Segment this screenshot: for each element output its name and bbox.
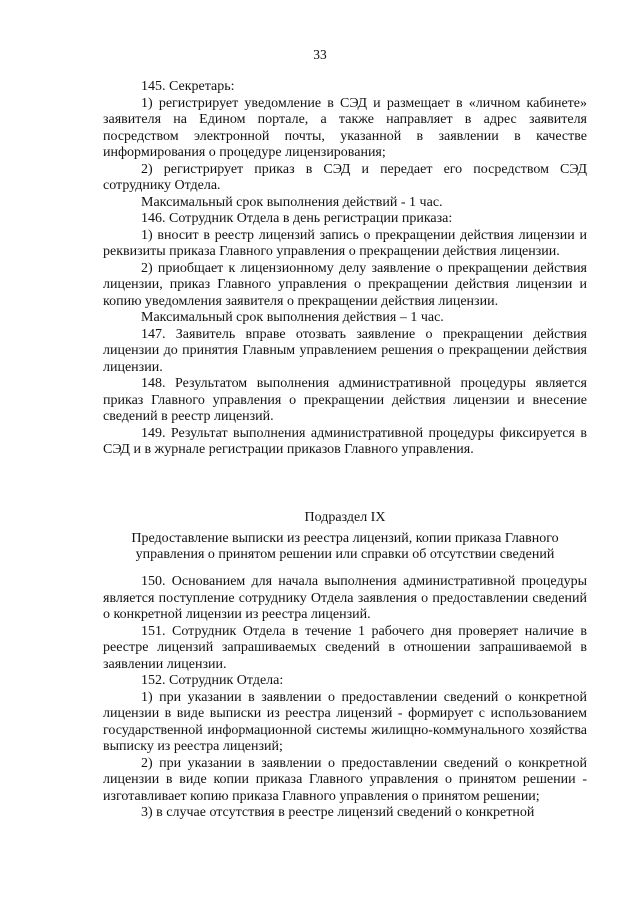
paragraph-149: 149. Результат выполнения административной процедуры фиксируется в СЭД и в журнале регистрации приказов Главного управления. xyxy=(103,425,587,457)
paragraph-145-deadline: Максимальный срок выполнения действий - 1 час. xyxy=(141,194,443,210)
paragraph-151: 151. Сотрудник Отдела в течение 1 рабочего дня проверяет наличие в реестре лицензий запрашиваемых сведений в отношении запрашиваемой в заявлении лицензии. xyxy=(103,623,587,672)
subsection-heading xyxy=(103,510,587,564)
paragraph-146: 146. Сотрудник Отдела в день регистрации приказа: xyxy=(141,211,453,226)
bottom-section xyxy=(103,574,587,822)
paragraph-146-item-2: 2) приобщает к лицензионному делу заявление о прекращении действия лицензии, приказ Главного управления о прекращении действия лицензии и копию уведомления заявителя о прекращении действия лицензии. xyxy=(103,260,587,309)
paragraph-146-deadline: Максимальный срок выполнения действия – 1 час. xyxy=(141,310,444,325)
paragraph-145-item-1: 1) регистрирует уведомление в СЭД и размещает в «личном кабинете» заявителя на Едином портале, а также направляет в адрес заявителя посредством электронной почты, указанной в заявлении в качестве информирования о процедуре лицензирования; xyxy=(103,95,587,160)
page-number: 33 xyxy=(313,47,327,62)
paragraph-152: 152. Сотрудник Отдела: xyxy=(141,673,284,688)
paragraph-152-item-1: 1) при указании в заявлении о предоставлении сведений о конкретной лицензии в виде выписки из реестра лицензий - формирует с использованием государственной информационной системы жилищно-коммунального хозяйства выписку из реестра лицензий; xyxy=(103,689,587,754)
paragraph-147: 147. Заявитель вправе отозвать заявление о прекращении действия лицензии до принятия Главным управлением решения о прекращении действия лицензии. xyxy=(103,326,587,375)
subsection-description: Предоставление выписки из реестра лицензий, копии приказа Главного управления о принятом решении или справки об отсутствии сведений xyxy=(131,530,559,562)
paragraph-148: 148. Результатом выполнения административной процедуры является приказ Главного управления о прекращении действия лицензии и внесение сведений в реестр лицензий. xyxy=(103,376,587,424)
paragraph-152-item-2: 2) при указании в заявлении о предоставлении сведений о конкретной лицензии в виде копии приказа Главного управления о принятом решении - изготавливает копию приказа Главного управления о принятом решении; xyxy=(103,755,587,804)
paragraph-145: 145. Секретарь: xyxy=(141,79,235,94)
paragraph-150: 150. Основанием для начала выполнения административной процедуры является поступление сотруднику Отдела заявления о предоставлении сведений о конкретной лицензии из реестра лицензий. xyxy=(103,574,587,622)
paragraph-145-item-2: 2) регистрирует приказ в СЭД и передает его посредством СЭД сотруднику Отдела. xyxy=(103,161,587,193)
top-section xyxy=(103,79,587,459)
paragraph-152-item-3: 3) в случае отсутствия в реестре лицензий сведений о конкретной xyxy=(141,805,535,820)
subsection-title: Подраздел IX xyxy=(304,510,386,525)
paragraph-146-item-1: 1) вносит в реестр лицензий запись о прекращении действия лицензии и реквизиты приказа Главного управления о прекращении действия лицензии. xyxy=(103,227,587,259)
